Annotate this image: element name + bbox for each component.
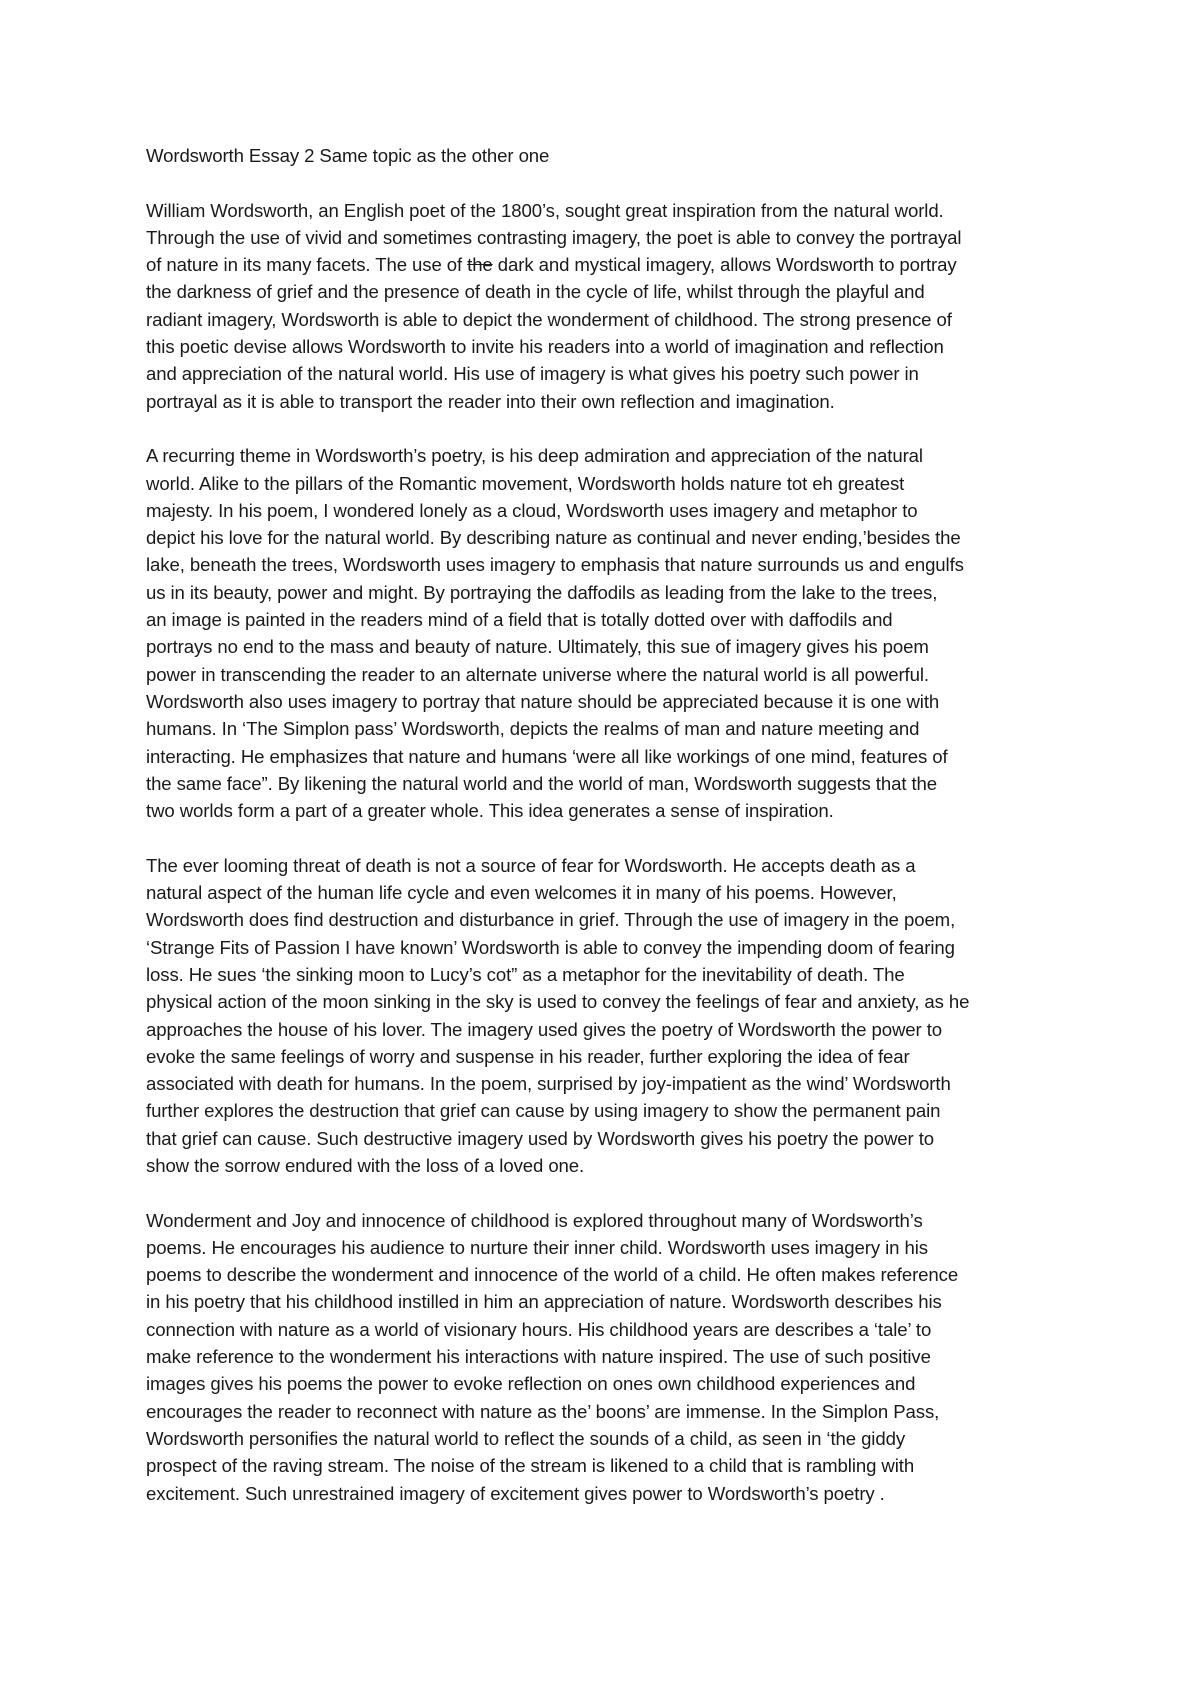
- text-line: world. Alike to the pillars of the Romantic movement, Wordsworth holds nature tot eh greatest: [146, 472, 905, 494]
- text-line: show the sorrow endured with the loss of a loved one.: [146, 1154, 585, 1176]
- text-line: excitement. Such unrestrained imagery of excitement gives power to Wordsworth’s poetry .: [146, 1482, 885, 1504]
- text-line: The ever looming threat of death is not a source of fear for Wordsworth. He accepts death as a: [146, 854, 916, 876]
- text-line: Wordsworth also uses imagery to portray that nature should be appreciated because it is one with: [146, 690, 940, 712]
- text-line: [146, 251, 1076, 278]
- text-line: poems. He encourages his audience to nurture their inner child. Wordsworth uses imagery in his: [146, 1236, 928, 1258]
- text-line: interacting. He emphasizes that nature and humans ‘were all like workings of one mind, features of: [146, 745, 948, 767]
- text-line: natural aspect of the human life cycle and even welcomes it in many of his poems. However,: [146, 882, 897, 904]
- text-line: the same face”. By likening the natural world and the world of man, Wordsworth suggests that the: [146, 772, 938, 794]
- text-line: approaches the house of his lover. The imagery used gives the poetry of Wordsworth the power to: [146, 1018, 942, 1040]
- text-line: Wonderment and Joy and innocence of childhood is explored throughout many of Wordsworth’s: [146, 1209, 923, 1231]
- text-line: us in its beauty, power and might. By portraying the daffodils as leading from the lake to the trees,: [146, 581, 938, 603]
- essay-paragraphs: [146, 197, 1076, 1507]
- text-line: encourages the reader to reconnect with nature as the’ boons’ are immense. In the Simplon Pass,: [146, 1400, 940, 1422]
- text-line: portrays no end to the mass and beauty of nature. Ultimately, this sue of imagery gives his poem: [146, 636, 929, 658]
- text-line: and appreciation of the natural world. His use of imagery is what gives his poetry such power in: [146, 363, 919, 385]
- text-line: two worlds form a part of a greater whole. This idea generates a sense of inspiration.: [146, 800, 834, 822]
- paragraph-2: [146, 442, 1076, 824]
- text-line: evoke the same feelings of worry and suspense in his reader, further exploring the idea of fear: [146, 1045, 910, 1067]
- text-line: that grief can cause. Such destructive imagery used by Wordsworth gives his poetry the power to: [146, 1127, 935, 1149]
- paragraph-4: [146, 1207, 1076, 1507]
- paragraph-1: [146, 197, 1076, 415]
- text-line: poems to describe the wonderment and innocence of the world of a child. He often makes reference: [146, 1264, 959, 1286]
- text-line: physical action of the moon sinking in the sky is used to convey the feelings of fear and anxiety, as he: [146, 991, 970, 1013]
- text-segment: dark and mystical imagery, allows Wordsworth to portray: [492, 254, 957, 276]
- text-line: portrayal as it is able to transport the reader into their own reflection and imagination.: [146, 390, 835, 412]
- text-line: William Wordsworth, an English poet of the 1800’s, sought great inspiration from the natural world.: [146, 199, 944, 221]
- text-segment: of nature in its many facets. The use of: [146, 254, 468, 276]
- text-line: connection with nature as a world of visionary hours. His childhood years are describes a ‘tale’ to: [146, 1318, 932, 1340]
- paragraph-3: [146, 852, 1076, 1180]
- text-line: prospect of the raving stream. The noise of the stream is likened to a child that is rambling with: [146, 1455, 915, 1477]
- text-line: lake, beneath the trees, Wordsworth uses imagery to emphasis that nature surrounds us and engulfs: [146, 554, 964, 576]
- text-line: Wordsworth does find destruction and disturbance in grief. Through the use of imagery in the poem,: [146, 909, 956, 931]
- text-line: power in transcending the reader to an alternate universe where the natural world is all powerful.: [146, 663, 929, 685]
- essay-title: Wordsworth Essay 2 Same topic as the other one: [146, 145, 550, 166]
- text-line: associated with death for humans. In the poem, surprised by joy-impatient as the wind’ Wordsworth: [146, 1073, 951, 1095]
- text-line: this poetic devise allows Wordsworth to invite his readers into a world of imagination and reflection: [146, 336, 944, 358]
- text-line: Through the use of vivid and sometimes contrasting imagery, the poet is able to convey the portrayal: [146, 226, 962, 248]
- text-line: radiant imagery, Wordsworth is able to depict the wonderment of childhood. The strong presence of: [146, 308, 952, 330]
- text-line: images gives his poems the power to evoke reflection on ones own childhood experiences and: [146, 1373, 916, 1395]
- text-line: depict his love for the natural world. By describing nature as continual and never ending,’besides the: [146, 527, 961, 549]
- text-line: the darkness of grief and the presence of death in the cycle of life, whilst through the playful and: [146, 281, 925, 303]
- essay-body: [146, 142, 1076, 1534]
- text-line: make reference to the wonderment his interactions with nature inspired. The use of such positive: [146, 1346, 931, 1368]
- text-line: an image is painted in the readers mind of a field that is totally dotted over with daffodils and: [146, 609, 893, 631]
- text-line: majesty. In his poem, I wondered lonely as a cloud, Wordsworth uses imagery and metaphor to: [146, 499, 918, 521]
- text-line: further explores the destruction that grief can cause by using imagery to show the permanent pain: [146, 1100, 941, 1122]
- text-line: humans. In ‘The Simplon pass’ Wordsworth, depicts the realms of man and nature meeting and: [146, 718, 920, 740]
- text-line: in his poetry that his childhood instilled in him an appreciation of nature. Wordsworth describes his: [146, 1291, 942, 1313]
- struck-word: the: [467, 254, 493, 276]
- text-line: loss. He sues ‘the sinking moon to Lucy’s cot” as a metaphor for the inevitability of death. The: [146, 963, 905, 985]
- text-line: A recurring theme in Wordsworth’s poetry, is his deep admiration and appreciation of the natural: [146, 445, 923, 467]
- text-line: Wordsworth personifies the natural world to reflect the sounds of a child, as seen in ‘the giddy: [146, 1427, 906, 1449]
- text-line: ‘Strange Fits of Passion I have known’ Wordsworth is able to convey the impending doom of fearing: [146, 936, 955, 958]
